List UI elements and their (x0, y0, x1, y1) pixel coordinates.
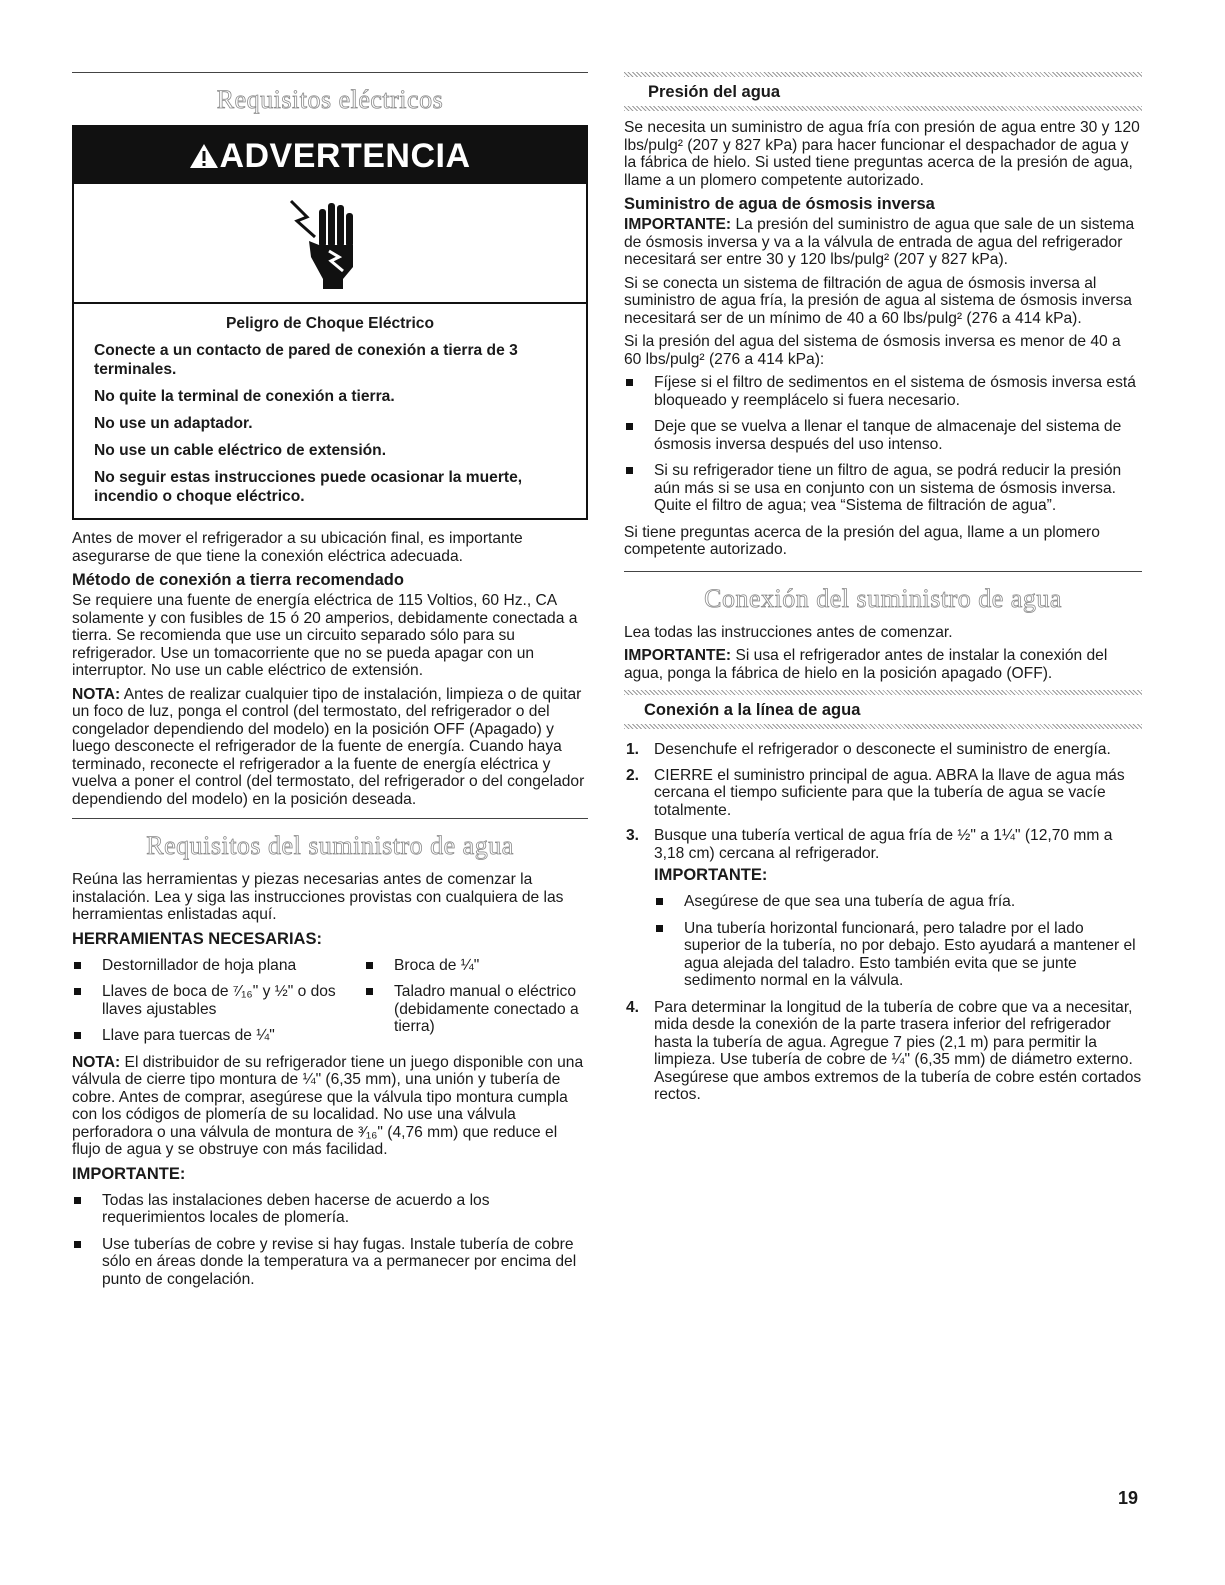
right-column (624, 72, 1142, 1112)
hatch-rule (624, 106, 1142, 111)
electric-shock-hand-icon (285, 195, 375, 291)
pressure-text: Se necesita un suministro de agua fría con presión de agua entre 30 y 120 lbs/pulg² (207 y 827 kPa) para hacer funcionar el despachador de agua y la fábrica de hielo. Si usted tiene preguntas acerca de la presión de agua, llame a un plomero competente autorizado. (624, 119, 1140, 189)
list-item: Deje que se vuelva a llenar el tanque de almacenaje del sistema de ósmosis inversa después del uso intenso. (624, 418, 1142, 453)
water-connection-title: Conexión del suministro de agua (704, 583, 1062, 613)
warning-triangle-icon (189, 143, 219, 169)
grounding-heading: Método de conexión a tierra recomendado (72, 571, 404, 589)
ro-paragraph: Si se conecta un sistema de filtración de agua de ósmosis inversa al suministro de agua fría, la presión de agua al sistema de ósmosis inversa necesitará ser de un mínimo de 40 a 60 lbs/pulg² (276 a 414 kPa). (624, 274, 1132, 327)
section-rule (624, 571, 1142, 572)
water-line-heading: Conexión a la línea de agua (644, 701, 861, 719)
list-item: Destornillador de hoja plana (72, 957, 364, 975)
list-item: Una tubería horizontal funcionará, pero taladre por el lado superior de la tubería, no por debajo. Esto ayudará a mantener el agua alejada del taladro. Esto también evita que se junte sedimento normal en la válvula. (654, 920, 1142, 990)
ro-paragraph: Si la presión del agua del sistema de ósmosis inversa es menor de 40 a 60 lbs/pulg² (276 a 414 kPa): (624, 333, 1121, 368)
warning-line: No seguir estas instrucciones puede ocasionar la muerte, incendio o choque eléctrico. (94, 469, 523, 505)
note-paragraph: NOTA: Antes de realizar cualquier tipo de instalación, limpieza o de quitar un foco de luz, ponga el control (del termostato, del refrigerador o del congelador dependiendo del modelo) en la posición OFF (Apagado) y luego desconecte el refrigerador de la fuente de energía. Cuando haya terminado, reconecte el refrigerador a la fuente de energía eléctrica y vuelva a poner el control (del termostato, del refrigerador o del congelador dependiendo del modelo) en la posición deseada. (72, 685, 585, 808)
warning-line: No quite la terminal de conexión a tierra. (94, 388, 395, 405)
list-item: Taladro manual o eléctrico (debidamente conectado a tierra) (364, 983, 588, 1036)
hatch-rule (624, 724, 1142, 729)
step-item: 1. Desenchufe el refrigerador o desconecte el suministro de energía. (626, 741, 1111, 758)
water-requirements-intro: Reúna las herramientas y piezas necesarias antes de comenzar la instalación. Lea y siga las instrucciones provistas con cualquiera de las herramientas enlistadas aquí. (72, 871, 564, 923)
warning-header: ADVERTENCIA (74, 127, 586, 184)
ro-important: IMPORTANTE: La presión del suministro de agua que sale de un sistema de ósmosis inversa y va a la válvula de entrada de agua del refrigerador necesitará ser entre 30 y 120 lbs/pulg² (207 y 827 kPa). (624, 216, 1135, 268)
section-rule (72, 818, 588, 819)
hazard-title: Peligro de Choque Eléctrico (226, 315, 434, 332)
hatch-rule (624, 690, 1142, 695)
important-heading: IMPORTANTE: (654, 866, 768, 884)
grounding-text: Se requiere una fuente de energía eléctrica de 115 Voltios, 60 Hz., CA solamente y con fusibles de 15 ó 20 amperios, debidamente conectada a tierra. Se recomienda que use un circuito separado sólo para su refrigerador. Use un tomacorriente que no se pueda apagar con un interruptor. No use un cable eléctrico de extensión. (72, 592, 578, 679)
electrical-requirements-title: Requisitos eléctricos (216, 85, 444, 114)
hatch-rule (624, 72, 1142, 77)
connection-important: IMPORTANTE: Si usa el refrigerador antes de instalar la conexión del agua, ponga la fábrica de hielo en la posición apagado (OFF). (624, 647, 1108, 682)
list-item: Llaves de boca de ⁷⁄₁₆" y ½" o dos llaves ajustables (72, 983, 364, 1018)
pressure-heading: Presión del agua (648, 83, 781, 101)
warning-box (72, 125, 588, 520)
step-item: 3. Busque una tubería vertical de agua fría de ½" a 1¼" (12,70 mm a 3,18 cm) cercana al refrigerador. IMPORTANTE: Asegúrese de que sea una tubería de agua fría. Una tubería horizontal funcionará, pero taladre por el lado superior de la tubería, no por debajo. Esto ayudará a mantener el agua alejada del taladro. Esto también evita que se junte sedimento normal en la válvula. (624, 827, 1142, 990)
list-item: Todas las instalaciones deben hacerse de acuerdo a los requerimientos locales de plomería. (72, 1192, 588, 1227)
ro-heading: Suministro de agua de ósmosis inversa (624, 195, 935, 213)
ro-paragraph: Si tiene preguntas acerca de la presión del agua, llame a un plomero competente autorizado. (624, 523, 1100, 558)
warning-line: No use un adaptador. (94, 415, 253, 432)
list-item: Asegúrese de que sea una tubería de agua fría. (654, 893, 1142, 911)
water-requirements-title: Requisitos del suministro de agua (146, 831, 514, 860)
list-item: Use tuberías de cobre y revise si hay fugas. Instale tubería de cobre sólo en áreas donde la temperatura va a permanecer por encima del punto de congelación. (72, 1236, 588, 1289)
warning-line: Conecte a un contacto de pared de conexión a tierra de 3 terminales. (94, 342, 518, 378)
list-item: Si su refrigerador tiene un filtro de agua, se podrá reducir la presión aún más si se usa en conjunto con un sistema de ósmosis inversa. Quite el filtro de agua; vea “Sistema de filtración de agua”. (624, 462, 1142, 515)
electrical-intro: Antes de mover el refrigerador a su ubicación final, es importante asegurarse de que tiene la conexión eléctrica adecuada. (72, 530, 523, 565)
step-item: 2. CIERRE el suministro principal de agua. ABRA la llave de agua más cercana el tiempo suficiente para que la tubería de agua se vacíe totalmente. (626, 766, 1125, 819)
step-item: 4. Para determinar la longitud de la tubería de cobre que va a necesitar, mida desde la conexión de la parte trasera inferior del refrigerador hasta la tubería de agua. Agregue 7 pies (2,1 m) para permitir la limpieza. Use tubería de cobre de ¼" (6,35 mm) de diámetro externo. Asegúrese que ambos extremos de la tubería de cobre estén cortados rectos. (626, 998, 1142, 1103)
list-item: Llave para tuercas de ¼" (72, 1027, 364, 1045)
connection-text: Lea todas las instrucciones antes de comenzar. (624, 623, 953, 641)
list-item: Fíjese si el filtro de sedimentos en el sistema de ósmosis inversa está bloqueado y reemplácelo si fuera necesario. (624, 374, 1142, 409)
page-number: 19 (1118, 1488, 1139, 1508)
left-column (72, 72, 588, 1297)
warning-line: No use un cable eléctrico de extensión. (94, 442, 387, 459)
note-paragraph: NOTA: El distribuidor de su refrigerador tiene un juego disponible con una válvula de cierre tipo montura de ¼" (6,35 mm), una unión y tubería de cobre. Antes de comprar, asegúrese que la válvula tipo montura cumpla con los códigos de plomería de su localidad. No use una válvula perforadora o una válvula de montura de ³⁄₁₆" (4,76 mm) que reduce el flujo de agua y se obstruye con más facilidad. (72, 1053, 584, 1158)
important-heading: IMPORTANTE: (72, 1164, 186, 1183)
section-rule (72, 72, 588, 73)
tools-list (72, 957, 588, 1054)
tools-heading: HERRAMIENTAS NECESARIAS: (72, 929, 322, 948)
list-item: Broca de ¼" (364, 957, 588, 975)
